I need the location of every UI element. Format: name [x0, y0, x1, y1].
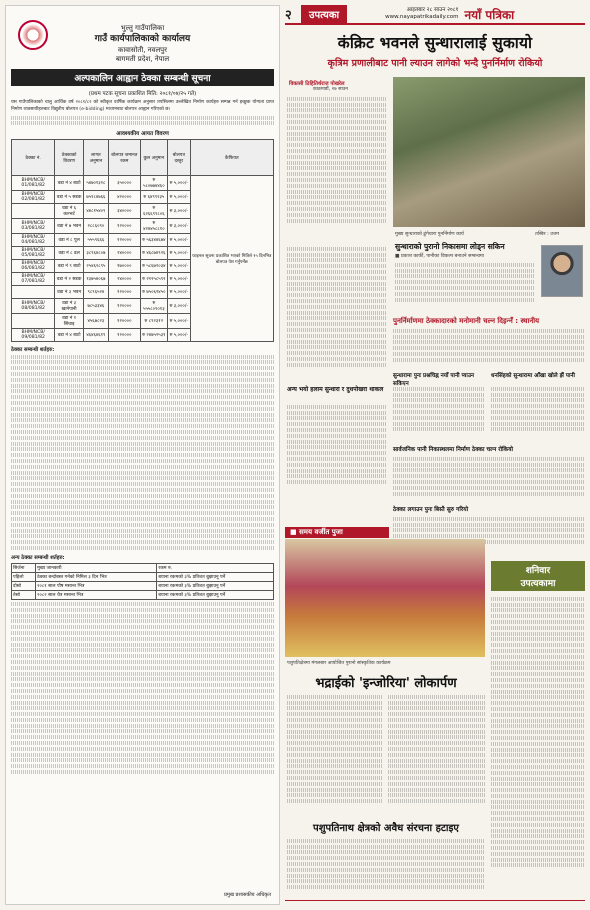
- table-cell: १७००००: [108, 260, 140, 273]
- festival-photo-caption: पशुपतिक्षेत्रमा मंगलबार आयोजित पुरानो सांस्कृतिक कार्यक्रम: [287, 661, 391, 666]
- table-cell: वडा नं ६ कल्भर्ट: [55, 204, 84, 219]
- table-row: [12, 581, 274, 590]
- col-header: लागत अनुमान: [83, 140, 108, 176]
- saturday-line2: उपत्यकामा: [520, 579, 556, 589]
- table-cell: रकम रु.: [157, 563, 274, 572]
- reporter-photo: [541, 245, 583, 297]
- table-cell: वडा नं ४ बाटो: [55, 176, 84, 191]
- story2-text: [395, 261, 535, 311]
- table-row: [12, 590, 274, 599]
- culture-text-col1: [287, 693, 382, 815]
- saturday-box: [491, 561, 585, 591]
- table-cell: बयाना रकमको ३% प्रतिशत बुझाउनु पर्ने: [157, 572, 274, 581]
- notice-signature: प्रमुख प्रशासकीय अधिकृत: [224, 892, 271, 898]
- table-cell: ३५००००: [108, 176, 140, 191]
- culture-section-bar: ■ समय वर्जीत पुजा: [285, 527, 389, 538]
- table-cell: रु ५,०००/-: [168, 313, 191, 328]
- table-cell: वडा नं ५ सडक: [55, 191, 84, 204]
- table-cell: [12, 313, 55, 328]
- culture-text-col2: [388, 693, 485, 815]
- story5-text: [491, 385, 585, 440]
- conditions-heading: ठेक्का सम्बन्धी शर्तहरु:: [11, 346, 55, 353]
- col-header: कुल अनुमान: [140, 140, 167, 176]
- lead-story-continued: [287, 245, 387, 380]
- table-cell: [12, 286, 55, 299]
- table-cell: BHM/NCB/ 01/081/82: [12, 176, 55, 191]
- tender-table-title: आवश्यकीय आयत विवरण: [116, 131, 169, 138]
- conditions-text: [11, 355, 274, 550]
- table-cell: रु ५,०००/-: [168, 247, 191, 260]
- table-cell: रु ८९२३१२: [140, 313, 167, 328]
- table-cell: वडा नं ३ भवन: [55, 286, 84, 299]
- table-cell: BHM/NCB/ 06/081/82: [12, 260, 55, 273]
- table-cell: रु २४७५२५३१: [140, 328, 167, 341]
- brand-logo: नयाँ पत्रिका: [464, 7, 515, 22]
- pashupati-text: [287, 837, 485, 897]
- notice-header: [11, 24, 274, 64]
- table-cell: रु ३,०००/-: [168, 204, 191, 219]
- payment-schedule-table: [11, 563, 274, 600]
- table-cell: वडा नं १ सिंचाइ: [55, 313, 84, 328]
- col-header: बोलपत्र जमानत रकम: [108, 140, 140, 176]
- table-cell: रु ५,०००/-: [168, 286, 191, 299]
- story6-text: [393, 455, 585, 501]
- table-cell: BHM/NCB/ 02/081/82: [12, 191, 55, 204]
- story2-byline: ■ प्रकाश कार्की, पानीका विकल्प बनाउने सम्बन्धमा: [395, 254, 485, 259]
- table-cell: BHM/NCB/ 05/081/82: [12, 247, 55, 260]
- masthead-meta: [385, 7, 458, 21]
- table-cell: ४५६७८२३: [83, 313, 108, 328]
- saturday-briefs: [491, 595, 585, 895]
- side1-headline: अन्य भयो हलाम सुन्धारा र दुधपोखरा थाकल: [287, 386, 384, 393]
- table-cell: ३४००००: [108, 204, 140, 219]
- table-cell: ४६४६४६१९: [83, 328, 108, 341]
- table-cell: रु ५,०००/-: [168, 328, 191, 341]
- lead-photo-credit: तस्बिर : उत्तम: [535, 232, 560, 237]
- masthead: [285, 5, 585, 25]
- table-cell: रु ७५०६२४५०: [140, 286, 167, 299]
- table-cell: रु ५,०००/-: [168, 191, 191, 204]
- lead-subhead: कृत्रिम प्रणालीबाट पानी ल्याउन लागेको भन्दै पुनर्निर्माण रोकियो: [327, 58, 543, 69]
- other-conditions-heading: अन्य ठेक्का सम्बन्धी शर्तहरु:: [11, 554, 65, 561]
- table-cell: BHM/NCB/ 08/081/82: [12, 298, 55, 313]
- col-header: कैफियत: [190, 140, 273, 176]
- table-cell: ४४८१५४०९: [83, 204, 108, 219]
- notice-header-line2: गाउँ कार्यपालिकाको कार्यालय: [94, 34, 191, 45]
- table-cell: तेस्रो: [12, 590, 36, 599]
- table-cell: वडा नं ३ खानेपानी: [55, 298, 84, 313]
- table-cell: वडा नं ९ बाटो: [55, 260, 84, 273]
- table-cell: १३७५४०६७: [83, 273, 108, 286]
- table-cell: रु ५,०००/-: [168, 234, 191, 247]
- site-url: www.nayapatrikadaily.com: [385, 14, 459, 20]
- table-cell: २४००००: [108, 247, 140, 260]
- table-cell: BHM/NCB/ 07/081/82: [12, 273, 55, 286]
- table-row: [12, 572, 274, 581]
- government-emblem-icon: [18, 20, 48, 50]
- table-cell: १२००००: [108, 234, 140, 247]
- table-cell: रु ५,०००/-: [168, 273, 191, 286]
- table-cell: पहिलो: [12, 572, 36, 581]
- table-cell: १२००००: [108, 219, 140, 234]
- table-cell: २०८१ साल पौष मसान्त भित्र: [36, 581, 157, 590]
- table-cell: वडा नं ४ बाटो: [55, 328, 84, 341]
- page-number: २: [285, 8, 292, 23]
- pashupati-headline: पशुपतिनाथ क्षेत्रको अवैध संरचना हटाइए: [313, 823, 459, 834]
- tender-table: [11, 139, 274, 342]
- story6-headline: सार्वजनिक पानी निकास्थलमा निर्माण ठेक्का चल्न रोकियो: [393, 447, 513, 453]
- table-cell: १२००००: [108, 298, 140, 313]
- story3-headline: पुनर्निर्माणमा ठेक्कादारको मनोमानी चल्न दिइन्‍नँ : स्थानीय: [393, 317, 540, 325]
- culture-headline: भद्राईको 'इन्जोरिया' लोकार्पण: [315, 676, 457, 691]
- table-cell: BHM/NCB/ 04/081/82: [12, 234, 55, 247]
- festival-photo: [285, 539, 485, 657]
- table-cell: ३८९६४८०७: [83, 247, 108, 260]
- lead-headline: कंक्रिट भवनले सुन्धारालाई सुकायो: [337, 34, 533, 52]
- section-label: उपत्यका: [301, 5, 347, 23]
- table-cell: सिर्जना: [12, 563, 36, 572]
- table-cell: बयाना रकमको ३% प्रतिशत बुझाउनु पर्ने: [157, 590, 274, 599]
- story3-text: [393, 327, 585, 367]
- notice-header-line1: भुल्तु गाउँपालिका: [120, 24, 165, 32]
- table-cell: १२००००: [108, 286, 140, 299]
- table-row: [12, 176, 274, 191]
- table-cell: १२००००: [108, 328, 140, 341]
- story4-headline: सुन्धारामा पुनः प्रश्नचिह्न नयाँ पानी प्याउन सकिएन: [393, 373, 475, 387]
- notice-publish-date: (प्रथम पटक सूचना प्रकाशित मिति: २०८१/०४/२५ गते): [88, 91, 197, 98]
- table-cell: २४००००: [108, 273, 140, 286]
- table-cell: रु ५,०००/-: [168, 176, 191, 191]
- table-cell: रु ३,०००/-: [168, 219, 191, 234]
- tender-table-header: [12, 140, 274, 176]
- story5-headline: धनसिंहको सुन्धारामा आँखा खोले झैं पानी: [491, 373, 575, 379]
- table-cell: २८८६०९०: [83, 219, 108, 234]
- table-cell: रु ३,०००/-: [168, 298, 191, 313]
- lead-photo-caption: मुख्य सुन्धाराको ढुंगेधारा पुनर्निर्माण कार्य: [395, 232, 464, 237]
- lead-dateline: काठमाडौं, २७ साउन: [313, 87, 348, 92]
- table-cell: [12, 204, 55, 219]
- table-cell: रु ५८६७२०३४: [140, 260, 167, 273]
- table-cell: ५४७०१३२८: [83, 176, 108, 191]
- table-cell: BHM/NCB/ 09/081/82: [12, 328, 55, 341]
- table-cell: रु ६२६६९९८०६: [140, 204, 167, 219]
- table-cell: फाइनल सूचना प्रकाशित भएको मितिले १५ दिनभित्र बोलपत्र पेश गर्नुपर्नेछ: [190, 176, 273, 342]
- table-cell: ९८९६५२४: [83, 286, 108, 299]
- table-cell: वडा नं ७ भवन: [55, 219, 84, 234]
- table-cell: १२००००: [108, 313, 140, 328]
- table-cell: २५४६२८९५: [83, 260, 108, 273]
- story2-headline: सुन्धाराको पुरानो निकासमा लोड्न सकिन: [395, 242, 505, 251]
- table-cell: ७५१८४७६६: [83, 191, 108, 204]
- table-cell: रु ४६८७४९२६: [140, 247, 167, 260]
- table-cell: रु ५८०७७४४६०: [140, 176, 167, 191]
- table-cell: मुख्य जानकारी: [36, 563, 157, 572]
- lead-photo: [393, 77, 585, 227]
- conditions-text: [11, 602, 274, 774]
- table-cell: रु ५६३४४६७४: [140, 234, 167, 247]
- table-cell: बयाना रकमको ३% प्रतिशत बुझाउनु पर्ने: [157, 581, 274, 590]
- table-cell: रु ६४९९२३५: [140, 191, 167, 204]
- table-cell: रु २१२५८५९२: [140, 273, 167, 286]
- col-header: बोलपत्र दस्तुर: [168, 140, 191, 176]
- table-cell: रु ५,०००/-: [168, 260, 191, 273]
- notice-intro: यस गाउँपालिकाको चालु आर्थिक वर्ष २०८१/८२ को स्वीकृत वार्षिक कार्यक्रम अनुसार तपसिलमा उल्लेखित निर्माण कार्यहरु सम्पन्न गर्न इच्छुक योग्यता प्राप्त निर्माण व्यवसायीहरुबाट विद्युतीय बोलपत्र (e-bidding) माध्यमबाट बोलपत्र आह्वान गरिएको छ।: [11, 100, 274, 113]
- col-header: ठेक्काको विवरण: [55, 140, 84, 176]
- lead-story-text: [287, 95, 387, 243]
- story7-headline: ठेक्का लगाउन पुनः बिस्तै सुरु गरियो: [393, 507, 469, 513]
- table-cell: रु ४२४४५८८१०: [140, 219, 167, 234]
- table-cell: BHM/NCB/ 03/081/82: [12, 219, 55, 234]
- side1-text: [287, 403, 387, 493]
- table-cell: वडा नं ८ ढल: [55, 247, 84, 260]
- table-cell: ५५५९६६६: [83, 234, 108, 247]
- table-cell: वडा नं ८ पुल: [55, 234, 84, 247]
- table-cell: ७८५३३४६: [83, 298, 108, 313]
- story4-text: [393, 385, 485, 440]
- tender-notice: [5, 5, 280, 905]
- lead-byline: विकासी ठिहितिर्थराज पोखरेल: [289, 81, 345, 87]
- table-cell: दोस्रो: [12, 581, 36, 590]
- notice-header-line4: बागमती प्रदेश, नेपाल: [115, 55, 170, 64]
- issue-date: आइतबार २८ साउन २०८१: [406, 6, 459, 13]
- table-cell: वडा नं २ सडक: [55, 273, 84, 286]
- table-row: [12, 563, 274, 572]
- news-panel: [285, 5, 585, 905]
- notice-header-line3: कावासोती, नवलपुर: [117, 45, 168, 54]
- col-header: ठेक्का नं.: [12, 140, 55, 176]
- table-cell: २०८२ साल चैत्र मसान्त भित्र: [36, 590, 157, 599]
- table-cell: रु ५५५८०९०१३: [140, 298, 167, 313]
- page-footer-rule: [285, 900, 585, 905]
- table-cell: ४२००००: [108, 191, 140, 204]
- saturday-line1: शनिवार: [525, 566, 551, 576]
- notice-banner: अल्पकालिन आह्वान ठेक्का सम्बन्धी सूचना: [11, 69, 274, 86]
- table-cell: ठेक्का बन्दोबस्त गर्नको निमित्त ३ दिन भित्र: [36, 572, 157, 581]
